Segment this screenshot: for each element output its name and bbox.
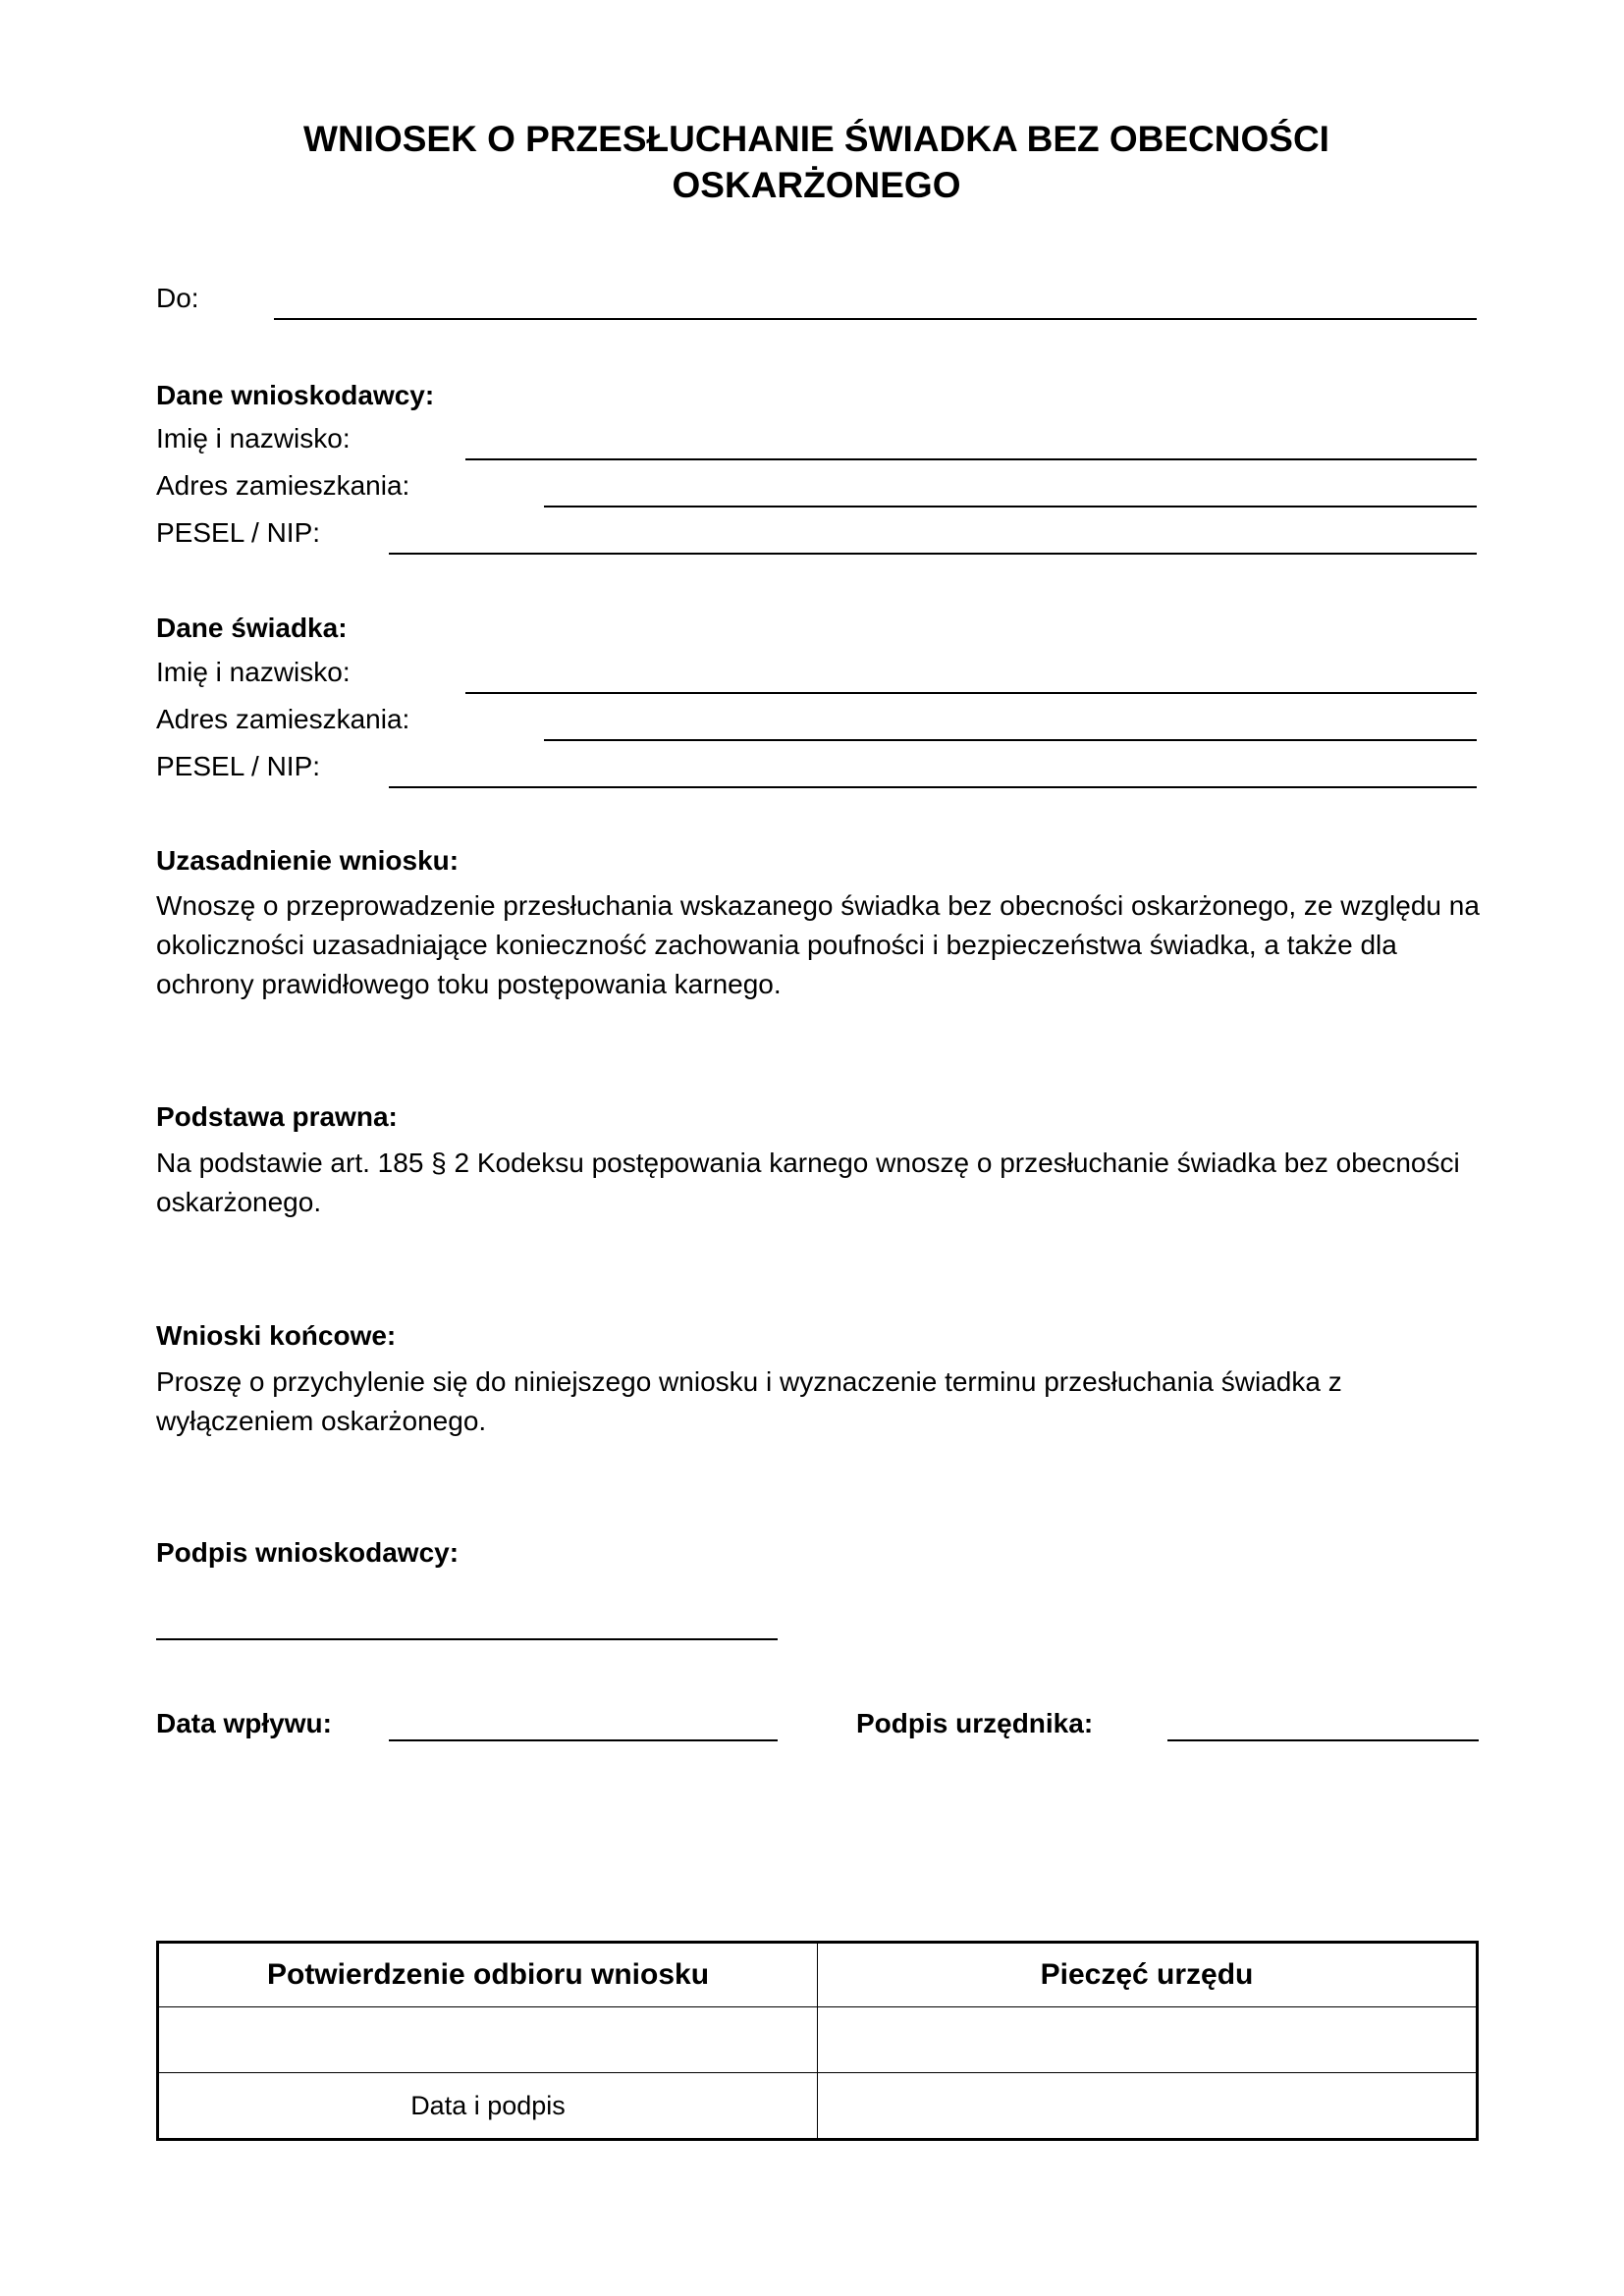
- applicant-id-row: [156, 515, 1477, 555]
- applicant-address-label: Adres zamieszkania:: [156, 470, 410, 501]
- witness-name-field[interactable]: [465, 692, 1477, 694]
- to-label: Do:: [156, 283, 199, 313]
- legal-basis-heading: Podstawa prawna:: [156, 1101, 398, 1132]
- receipt-date-label: Data wpływu:: [156, 1708, 332, 1738]
- confirmation-empty-cell[interactable]: [158, 2007, 818, 2073]
- applicant-id-label: PESEL / NIP:: [156, 517, 321, 548]
- applicant-name-row: [156, 421, 1477, 460]
- applicant-id-field[interactable]: [389, 553, 1477, 555]
- witness-address-row: [156, 702, 1477, 741]
- applicant-address-field[interactable]: [544, 506, 1477, 507]
- applicant-address-row: [156, 468, 1477, 507]
- table-row: [158, 2007, 1478, 2073]
- date-signature-cell: Data i podpis: [158, 2073, 818, 2140]
- applicant-signature-line[interactable]: [156, 1638, 778, 1640]
- title-line-1: WNIOSEK O PRZESŁUCHANIE ŚWIADKA BEZ OBECNOŚCI: [303, 119, 1329, 159]
- applicant-name-label: Imię i nazwisko:: [156, 423, 351, 454]
- witness-address-field[interactable]: [544, 739, 1477, 741]
- justification-text: Wnoszę o przeprowadzenie przesłuchania wskazanego świadka bez obecności oskarżonego, ze względu na okoliczności uzasadniające konieczność zachowania poufności i bezpieczeństwa świadka, a także dla ochrony prawidłowego toku postępowania karnego.: [156, 890, 1480, 999]
- witness-name-label: Imię i nazwisko:: [156, 657, 351, 687]
- to-row: [156, 281, 1477, 320]
- title-line-2: OSKARŻONEGO: [672, 165, 961, 205]
- stamp-header: Pieczęć urzędu: [818, 1943, 1478, 2007]
- table-row: [158, 2073, 1478, 2140]
- stamp-empty-cell[interactable]: [818, 2007, 1478, 2073]
- applicant-heading: Dane wnioskodawcy:: [156, 380, 435, 410]
- legal-basis-text: Na podstawie art. 185 § 2 Kodeksu postępowania karnego wnoszę o przesłuchanie świadka bez obecności oskarżonego.: [156, 1148, 1460, 1217]
- witness-id-row: [156, 749, 1477, 788]
- receipt-date-field[interactable]: [389, 1739, 778, 1741]
- justification-heading: Uzasadnienie wniosku:: [156, 845, 460, 876]
- to-field[interactable]: [274, 318, 1477, 320]
- witness-address-label: Adres zamieszkania:: [156, 704, 410, 734]
- stamp-cell[interactable]: [818, 2073, 1478, 2140]
- document-title: [156, 116, 1477, 208]
- witness-id-label: PESEL / NIP:: [156, 751, 321, 781]
- final-requests-heading: Wnioski końcowe:: [156, 1320, 397, 1351]
- confirmation-header: Potwierdzenie odbioru wniosku: [158, 1943, 818, 2007]
- witness-id-field[interactable]: [389, 786, 1477, 788]
- official-signature-field[interactable]: [1167, 1739, 1479, 1741]
- official-signature-label: Podpis urzędnika:: [856, 1708, 1094, 1738]
- table-header-row: [158, 1943, 1478, 2007]
- witness-heading: Dane świadka:: [156, 613, 348, 643]
- witness-name-row: [156, 655, 1477, 694]
- final-requests-text: Proszę o przychylenie się do niniejszego wniosku i wyznaczenie terminu przesłuchania świadka z wyłączeniem oskarżonego.: [156, 1366, 1342, 1436]
- applicant-name-field[interactable]: [465, 458, 1477, 460]
- confirmation-table: [156, 1941, 1479, 2141]
- signature-heading: Podpis wnioskodawcy:: [156, 1537, 460, 1568]
